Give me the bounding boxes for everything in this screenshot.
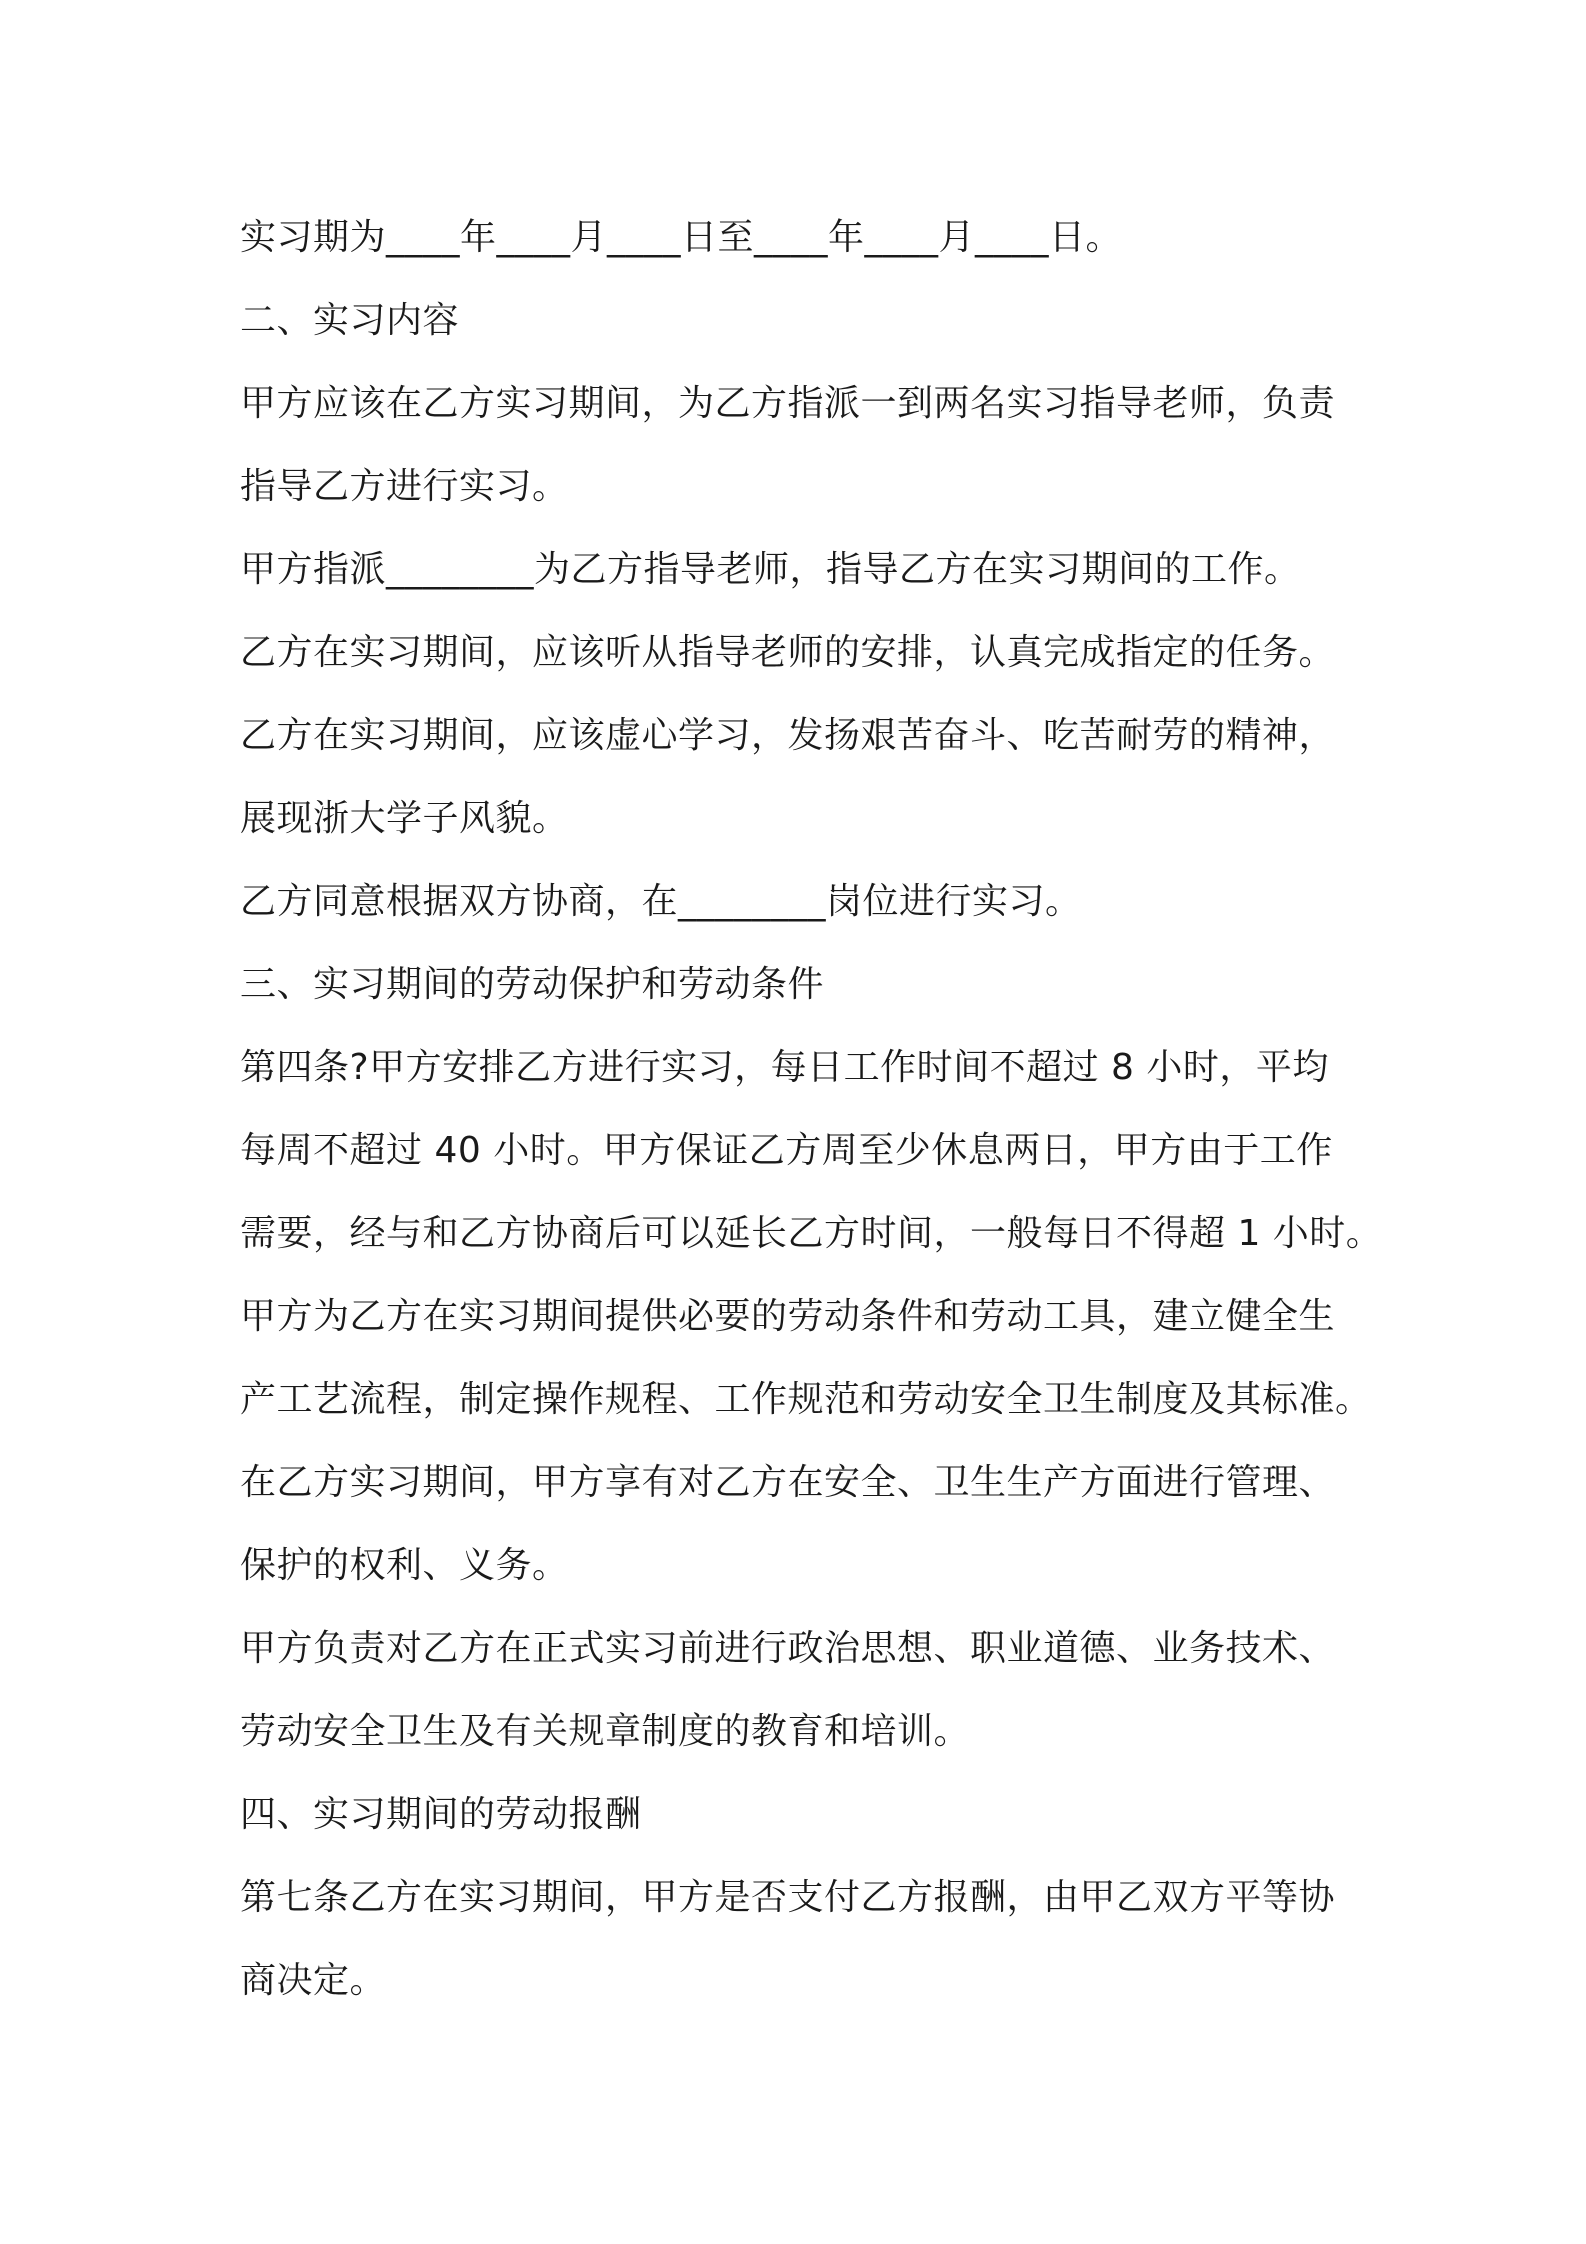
- document-body: [240, 196, 1383, 2022]
- paragraph-line: 乙方在实习期间，应该虚心学习，发扬艰苦奋斗、吃苦耐劳的精神，: [240, 715, 1336, 756]
- paragraph-line: 甲方应该在乙方实习期间，为乙方指派一到两名实习指导老师，负责: [240, 383, 1336, 424]
- paragraph-line: 需要，经与和乙方协商后可以延长乙方时间，一般每日不得超 1 小时。: [240, 1213, 1383, 1254]
- section-heading-labor-remuneration: 四、实习期间的劳动报酬: [240, 1794, 642, 1835]
- section-heading-labor-protection: 三、实习期间的劳动保护和劳动条件: [240, 964, 825, 1005]
- paragraph-line: 甲方负责对乙方在正式实习前进行政治思想、职业道德、业务技术、: [240, 1628, 1336, 1669]
- paragraph-line: 指导乙方进行实习。: [240, 466, 569, 507]
- paragraph-line: 展现浙大学子风貌。: [240, 798, 569, 839]
- paragraph-line: 甲方指派________为乙方指导老师，指导乙方在实习期间的工作。: [240, 549, 1301, 590]
- internship-period-line: 实习期为____年____月____日至____年____月____日。: [240, 217, 1123, 258]
- paragraph-line: 乙方在实习期间，应该听从指导老师的安排，认真完成指定的任务。: [240, 632, 1336, 673]
- paragraph-line: 商决定。: [240, 1960, 387, 2001]
- section-heading-internship-content: 二、实习内容: [240, 300, 460, 341]
- paragraph-line: 乙方同意根据双方协商，在________岗位进行实习。: [240, 881, 1082, 922]
- paragraph-line: 第七条乙方在实习期间，甲方是否支付乙方报酬，由甲乙双方平等协: [240, 1877, 1336, 1918]
- paragraph-line: 每周不超过 40 小时。甲方保证乙方周至少休息两日，甲方由于工作: [240, 1130, 1333, 1171]
- paragraph-line: 保护的权利、义务。: [240, 1545, 569, 1586]
- paragraph-line: 第四条?甲方安排乙方进行实习，每日工作时间不超过 8 小时，平均: [240, 1047, 1329, 1088]
- paragraph-line: 产工艺流程，制定操作规程、工作规范和劳动安全卫生制度及其标准。: [240, 1379, 1372, 1420]
- paragraph-line: 甲方为乙方在实习期间提供必要的劳动条件和劳动工具，建立健全生: [240, 1296, 1336, 1337]
- paragraph-line: 劳动安全卫生及有关规章制度的教育和培训。: [240, 1711, 971, 1752]
- paragraph-line: 在乙方实习期间，甲方享有对乙方在安全、卫生生产方面进行管理、: [240, 1462, 1336, 1503]
